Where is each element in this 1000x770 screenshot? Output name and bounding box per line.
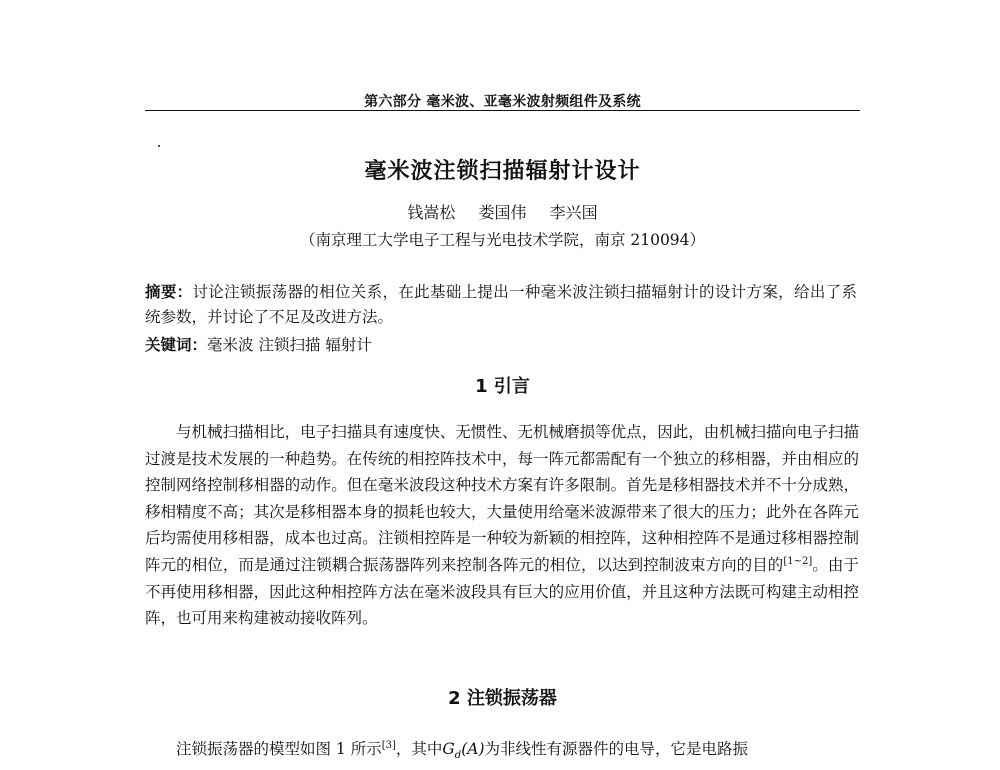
math-subscript: d — [454, 750, 462, 762]
paragraph-text: 为非线性有源器件的电导，它是电路振 — [484, 740, 749, 758]
author-name: 李兴国 — [549, 203, 598, 222]
abstract-text: 讨论注锁振荡器的相位关系，在此基础上提出一种毫米波注锁扫描辐射计的设计方案，给出了系统参数，并讨论了不足及改进方法。 — [145, 283, 857, 326]
author-name: 娄国伟 — [478, 203, 527, 222]
math-symbol-letter: G — [442, 740, 455, 758]
author-name: 钱嵩松 — [407, 203, 456, 222]
running-head: 第六部分 毫米波、亚毫米波射频组件及系统 — [364, 94, 641, 110]
paragraph-text: 注锁振荡器的模型如图 1 所示 — [176, 740, 382, 758]
math-argument: (A) — [461, 740, 485, 758]
affiliation: （南京理工大学电子工程与光电技术学院，南京 210094） — [299, 231, 706, 249]
keywords-label: 关键词： — [145, 336, 208, 354]
section-heading-injection-locked-oscillator: 2 注锁振荡器 — [448, 688, 557, 709]
abstract — [145, 280, 857, 330]
keywords — [145, 333, 857, 358]
abstract-label: 摘要： — [145, 283, 193, 301]
scan-speck — [158, 145, 160, 147]
paragraph-text: ，其中 — [395, 740, 443, 758]
citation-ref: [1~2] — [783, 555, 813, 567]
header-rule — [145, 110, 860, 111]
paper-title: 毫米波注锁扫描辐射计设计 — [364, 159, 641, 184]
citation-ref: [3] — [381, 740, 396, 751]
math-symbol — [442, 740, 485, 762]
oscillator-paragraph — [145, 736, 859, 770]
author-list — [145, 200, 860, 223]
section-heading-introduction: 1 引言 — [475, 376, 530, 397]
introduction-paragraph — [145, 419, 859, 632]
paragraph-text: 与机械扫描相比，电子扫描具有速度快、无惯性、无机械磨损等优点，因此，由机械扫描向电子扫描过渡是技术发展的一种趋势。在传统的相控阵技术中，每一阵元都需配有一个独立的移相器，并由相应的控制网络控制移相器的动作。但在毫米波段这种技术方案有许多限制。首先是移相器技术并不十分成熟，移相精度不高；其次是移相器本身的损耗也较大，大量使用给毫米波源带来了很大的压力；此外在各阵元后均需使用移相器，成本也过高。注锁相控阵是一种较为新颖的相控阵，这种相控阵不是通过移相器控制阵元的相位，而是通过注锁耦合振荡器阵列来控制各阵元的相位，以达到控制波束方向的目的 — [145, 423, 859, 574]
paragraph-text: 。由于不再使用移相器，因此这种相控阵方法在毫米波段具有巨大的应用价值，并且这种方法既可构建主动相控阵，也可用来构建被动接收阵列。 — [145, 555, 859, 628]
keywords-text: 毫米波 注锁扫描 辐射计 — [207, 336, 372, 354]
